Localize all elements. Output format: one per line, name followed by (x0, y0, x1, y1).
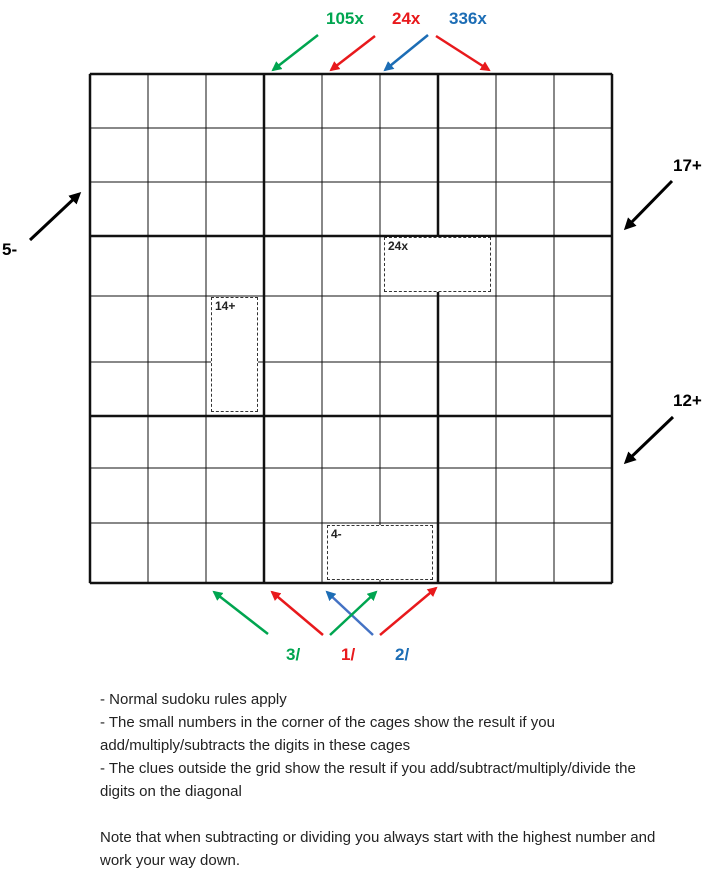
grid-cell[interactable] (148, 468, 206, 523)
grid-cell[interactable] (148, 236, 206, 296)
grid-cell[interactable] (438, 523, 496, 583)
grid-cell[interactable] (90, 468, 148, 523)
grid-cell[interactable] (90, 236, 148, 296)
cage-4-minus (327, 525, 433, 580)
grid-cell[interactable] (380, 182, 438, 236)
grid-cell[interactable] (496, 468, 554, 523)
clue-top-24x: 24x (392, 9, 421, 28)
cage-label-24x: 24x (388, 239, 409, 253)
clue-bottom-1-div: 1/ (341, 645, 356, 664)
grid-cell[interactable] (148, 182, 206, 236)
grid-cell[interactable] (496, 182, 554, 236)
grid-cell[interactable] (148, 74, 206, 128)
grid-cell[interactable] (206, 182, 264, 236)
rule-line: - The clues outside the grid show the result if you add/subtract/multiply/divide the digits on the diagonal (100, 760, 636, 800)
grid-cell[interactable] (380, 74, 438, 128)
clue-right-12-plus: 12+ (673, 391, 702, 410)
grid-cell[interactable] (322, 74, 380, 128)
grid-cell[interactable] (496, 296, 554, 362)
grid-cell[interactable] (322, 362, 380, 416)
grid-cell[interactable] (496, 236, 554, 296)
grid-cell[interactable] (90, 416, 148, 468)
grid-cell[interactable] (438, 416, 496, 468)
grid-cell[interactable] (438, 128, 496, 182)
grid-cell[interactable] (554, 362, 612, 416)
grid-cell[interactable] (322, 182, 380, 236)
grid-cell[interactable] (554, 296, 612, 362)
grid-cell[interactable] (206, 416, 264, 468)
grid-cell[interactable] (90, 74, 148, 128)
rule-line: - The small numbers in the corner of the cages show the result if you add/multiply/subtracts the digits in these cages (100, 714, 555, 754)
grid-cell[interactable] (206, 74, 264, 128)
grid-cell[interactable] (148, 416, 206, 468)
grid-cell[interactable] (322, 416, 380, 468)
grid-cell[interactable] (554, 74, 612, 128)
grid-cell[interactable] (438, 182, 496, 236)
grid-cell[interactable] (322, 128, 380, 182)
grid-cell[interactable] (148, 296, 206, 362)
grid-cell[interactable] (438, 362, 496, 416)
grid-cell[interactable] (90, 182, 148, 236)
grid-cell[interactable] (264, 523, 322, 583)
cage-24x (384, 237, 491, 292)
grid-cell[interactable] (554, 416, 612, 468)
cage-14-plus (211, 297, 258, 412)
grid-cell[interactable] (496, 523, 554, 583)
grid-cell[interactable] (322, 468, 380, 523)
grid-cell[interactable] (206, 468, 264, 523)
grid-cell[interactable] (264, 74, 322, 128)
grid-cell[interactable] (206, 236, 264, 296)
grid-cell[interactable] (554, 523, 612, 583)
grid-cell[interactable] (148, 523, 206, 583)
grid-cell[interactable] (496, 362, 554, 416)
grid-cell[interactable] (264, 182, 322, 236)
rules-text (100, 688, 660, 872)
grid-cell[interactable] (496, 128, 554, 182)
rule-note: Note that when subtracting or dividing you always start with the highest number and work your way down. (100, 829, 656, 869)
grid-cell[interactable] (264, 416, 322, 468)
grid-cell[interactable] (264, 296, 322, 362)
grid-cell[interactable] (380, 296, 438, 362)
grid-cell[interactable] (380, 128, 438, 182)
grid-cell[interactable] (554, 468, 612, 523)
rule-line: - Normal sudoku rules apply (100, 691, 287, 708)
grid-cell[interactable] (554, 236, 612, 296)
grid-cell[interactable] (380, 362, 438, 416)
grid-cell[interactable] (264, 362, 322, 416)
grid-cell[interactable] (90, 523, 148, 583)
grid-cell[interactable] (554, 182, 612, 236)
grid-cell[interactable] (438, 74, 496, 128)
clue-bottom-3-div: 3/ (286, 645, 301, 664)
grid-cell[interactable] (148, 128, 206, 182)
grid-cell[interactable] (90, 128, 148, 182)
grid-cell[interactable] (322, 296, 380, 362)
clue-top-105x: 105x (326, 9, 364, 28)
clue-left-5-minus: 5- (2, 240, 18, 259)
clue-top-336x: 336x (449, 9, 487, 28)
grid-cell[interactable] (90, 296, 148, 362)
grid-cell[interactable] (380, 416, 438, 468)
cage-label-4-minus: 4- (331, 527, 342, 541)
clue-bottom-2-div: 2/ (395, 645, 410, 664)
cage-label-14-plus: 14+ (215, 299, 236, 313)
grid-cell[interactable] (496, 416, 554, 468)
grid-cell[interactable] (264, 128, 322, 182)
grid-cell[interactable] (380, 468, 438, 523)
grid-cell[interactable] (438, 468, 496, 523)
grid-cell[interactable] (496, 74, 554, 128)
clue-right-17-plus: 17+ (673, 156, 702, 175)
grid-cell[interactable] (206, 128, 264, 182)
grid-cell[interactable] (264, 236, 322, 296)
grid-cell[interactable] (264, 468, 322, 523)
grid-cell[interactable] (206, 523, 264, 583)
grid-cell[interactable] (90, 362, 148, 416)
grid-cell[interactable] (322, 236, 380, 296)
grid-cell[interactable] (554, 128, 612, 182)
grid-cell[interactable] (438, 296, 496, 362)
grid-cell[interactable] (148, 362, 206, 416)
